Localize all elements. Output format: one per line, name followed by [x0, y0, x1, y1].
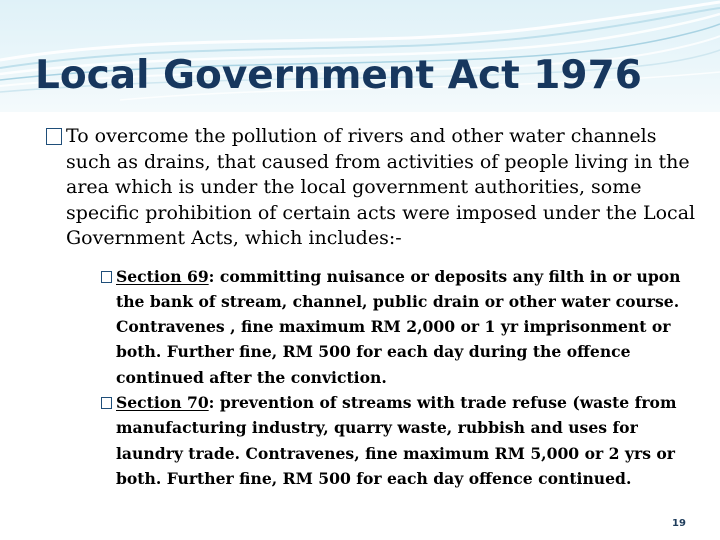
main-point-text: To overcome the pollution of rivers and other water channels such as drains, that caused from activities of people living in the area which is under the local government authorities, some specific prohibition of certain acts were imposed under the Local Government Acts, which includes:- — [66, 125, 696, 249]
section-reference: Section 69 — [116, 266, 209, 286]
slide-content — [46, 124, 696, 491]
list-item — [116, 390, 696, 491]
slide-number: 19 — [672, 518, 686, 529]
square-bullet-icon — [101, 271, 112, 283]
section-description: : prevention of streams with trade refuse (waste from manufacturing industry, quarry waste, rubbish and uses for laundry trade. Contravenes, fine maximum RM 5,000 or 2 yrs or both. Further fine, RM 500 for each day offence continued. — [116, 392, 677, 488]
sub-bullet-list — [46, 264, 696, 492]
square-bullet-icon — [46, 128, 62, 145]
list-item — [116, 264, 696, 390]
section-description: : committing nuisance or deposits any filth in or upon the bank of stream, channel, public drain or other water course. Contravenes , fine maximum RM 2,000 or 1 yr imprisonment or both. Further fine, RM 500 for each day during the offence continued after the conviction. — [116, 266, 681, 387]
main-bullet-item — [46, 124, 696, 252]
square-bullet-icon — [101, 397, 112, 409]
slide-title: Local Government Act 1976 — [35, 53, 642, 98]
section-reference: Section 70 — [116, 392, 209, 412]
